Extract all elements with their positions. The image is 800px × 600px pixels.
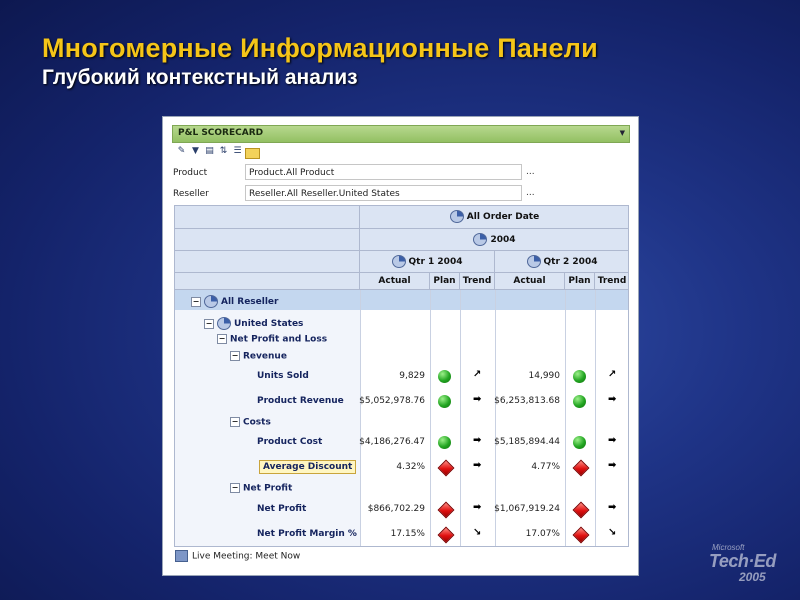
pie-chart-icon xyxy=(204,295,218,308)
quarter-label: Qtr 2 2004 xyxy=(543,257,598,267)
scorecard-title: P&L SCORECARD xyxy=(178,128,264,138)
trend-arrow-icon: ➡ xyxy=(473,502,482,513)
trend-arrow-icon: ➡ xyxy=(473,394,482,405)
trend-arrow-icon: ↘ xyxy=(473,527,482,538)
trend-arrow-icon: ↘ xyxy=(608,527,617,538)
document-icon[interactable]: ▤ xyxy=(205,146,214,156)
dropdown-icon[interactable]: ▼ xyxy=(619,129,625,137)
grid-line xyxy=(595,290,596,547)
pie-chart-icon xyxy=(392,255,406,268)
row-label: United States xyxy=(234,319,304,329)
col-trend-q1: Trend xyxy=(460,273,495,290)
col-plan-q2: Plan xyxy=(565,273,595,290)
date-dimension-label: All Order Date xyxy=(466,212,540,222)
reseller-filter-more-button[interactable]: ... xyxy=(526,188,535,198)
row-net-profit-group[interactable] xyxy=(230,483,292,494)
col-actual-q2: Actual xyxy=(495,273,565,290)
trend-arrow-icon: ➡ xyxy=(608,502,617,513)
quarter-label: Qtr 1 2004 xyxy=(408,257,463,267)
slide-title: Многомерные Информационные Панели xyxy=(42,33,598,63)
scorecard-header xyxy=(172,125,630,143)
row-costs[interactable] xyxy=(230,417,271,428)
pie-chart-icon xyxy=(473,233,487,246)
slide-subtitle: Глубокий контекстный анализ xyxy=(42,66,358,89)
collapse-icon[interactable]: − xyxy=(231,351,239,360)
trend-arrow-icon: ➡ xyxy=(608,394,617,405)
status-green-indicator xyxy=(438,395,451,408)
logo-teched-text: Tech·Ed xyxy=(709,551,776,571)
col-trend-q2: Trend xyxy=(595,273,629,290)
row-label: Revenue xyxy=(243,351,287,362)
grid-line xyxy=(430,290,431,547)
value-cell: 4.77% xyxy=(531,462,560,472)
kpi-label-product-cost[interactable]: Product Cost xyxy=(257,437,323,447)
list-icon[interactable]: ☰ xyxy=(233,146,242,156)
live-meeting-label: Live Meeting: Meet Now xyxy=(192,551,301,562)
grid-line xyxy=(565,290,566,547)
value-cell: 4.32% xyxy=(396,462,425,472)
status-green-indicator xyxy=(438,370,451,383)
trend-arrow-icon: ➡ xyxy=(608,435,617,446)
trend-arrow-icon: ➡ xyxy=(473,435,482,446)
status-green-indicator xyxy=(438,436,451,449)
meeting-icon xyxy=(175,550,188,562)
quarter-header-2[interactable] xyxy=(495,251,629,273)
corner-cell xyxy=(175,229,360,251)
kpi-label-net-profit[interactable]: Net Profit xyxy=(257,504,307,514)
year-header[interactable] xyxy=(360,229,629,251)
logo-year-text: 2005 xyxy=(739,570,766,584)
row-label: Net Profit xyxy=(243,483,293,494)
kpi-label-average-discount[interactable]: Average Discount xyxy=(259,460,356,474)
pie-chart-icon xyxy=(527,255,541,268)
filter-label-product: Product xyxy=(173,168,208,178)
collapse-icon[interactable]: − xyxy=(231,483,239,492)
status-red-indicator xyxy=(573,460,590,477)
scorecard-toolbar xyxy=(175,145,260,159)
col-actual-q1: Actual xyxy=(360,273,430,290)
status-green-indicator xyxy=(573,436,586,449)
date-dimension-header[interactable] xyxy=(360,206,629,229)
status-red-indicator xyxy=(438,527,455,544)
value-cell: 17.07% xyxy=(525,529,560,539)
status-red-indicator xyxy=(573,527,590,544)
value-cell: $866,702.29 xyxy=(367,504,425,514)
tech-ed-logo xyxy=(706,541,786,589)
reseller-filter-field[interactable]: Reseller.All Reseller.United States xyxy=(245,185,522,201)
folder-icon[interactable] xyxy=(245,148,260,159)
trend-arrow-icon: ↗ xyxy=(608,369,617,380)
value-cell: 14,990 xyxy=(528,371,560,381)
filter-label-reseller: Reseller xyxy=(173,189,209,199)
status-red-indicator xyxy=(438,460,455,477)
quarter-header-1[interactable] xyxy=(360,251,495,273)
live-meeting-link[interactable] xyxy=(175,550,300,562)
row-label: All Reseller xyxy=(221,297,279,307)
row-label: Net Profit and Loss xyxy=(230,334,328,345)
col-plan-q1: Plan xyxy=(430,273,460,290)
wand-icon[interactable]: ✎ xyxy=(177,146,186,156)
status-green-indicator xyxy=(573,370,586,383)
grid-line xyxy=(460,290,461,547)
status-green-indicator xyxy=(573,395,586,408)
filter-icon[interactable]: ▼ xyxy=(192,146,199,156)
corner-cell xyxy=(175,273,360,290)
collapse-icon[interactable]: − xyxy=(192,296,200,306)
pie-chart-icon xyxy=(217,317,231,330)
logo-microsoft-text: Microsoft xyxy=(712,543,745,552)
kpi-label-product-revenue[interactable]: Product Revenue xyxy=(257,396,344,406)
collapse-icon[interactable]: − xyxy=(205,318,213,328)
sort-icon[interactable]: ⇅ xyxy=(219,146,228,156)
row-revenue[interactable] xyxy=(230,351,287,362)
row-united-states[interactable] xyxy=(204,317,303,330)
value-cell: $5,185,894.44 xyxy=(494,437,560,447)
collapse-icon[interactable]: − xyxy=(231,417,239,426)
collapse-icon[interactable]: − xyxy=(218,334,226,343)
value-cell: $4,186,276.47 xyxy=(359,437,425,447)
trend-arrow-icon: ➡ xyxy=(473,460,482,471)
scorecard-panel xyxy=(162,116,639,576)
kpi-label-units-sold[interactable]: Units Sold xyxy=(257,371,309,381)
value-cell: $5,052,978.76 xyxy=(359,396,425,406)
product-filter-more-button[interactable]: ... xyxy=(526,167,535,177)
trend-arrow-icon: ➡ xyxy=(608,460,617,471)
row-label: Costs xyxy=(243,417,271,428)
year-label: 2004 xyxy=(490,235,516,245)
corner-cell xyxy=(175,251,360,273)
scorecard-grid xyxy=(174,205,629,547)
value-cell: 17.15% xyxy=(390,529,425,539)
value-cell: $1,067,919.24 xyxy=(494,504,560,514)
product-filter-field[interactable]: Product.All Product xyxy=(245,164,522,180)
corner-cell xyxy=(175,206,360,229)
kpi-label-net-profit-margin[interactable]: Net Profit Margin % xyxy=(257,529,357,539)
row-all-reseller[interactable] xyxy=(191,295,278,308)
status-red-indicator xyxy=(573,502,590,519)
value-cell: $6,253,813.68 xyxy=(494,396,560,406)
row-net-profit-loss[interactable] xyxy=(217,334,327,345)
value-cell: 9,829 xyxy=(399,371,425,381)
pie-chart-icon xyxy=(450,210,464,223)
trend-arrow-icon: ↗ xyxy=(473,369,482,380)
status-red-indicator xyxy=(438,502,455,519)
